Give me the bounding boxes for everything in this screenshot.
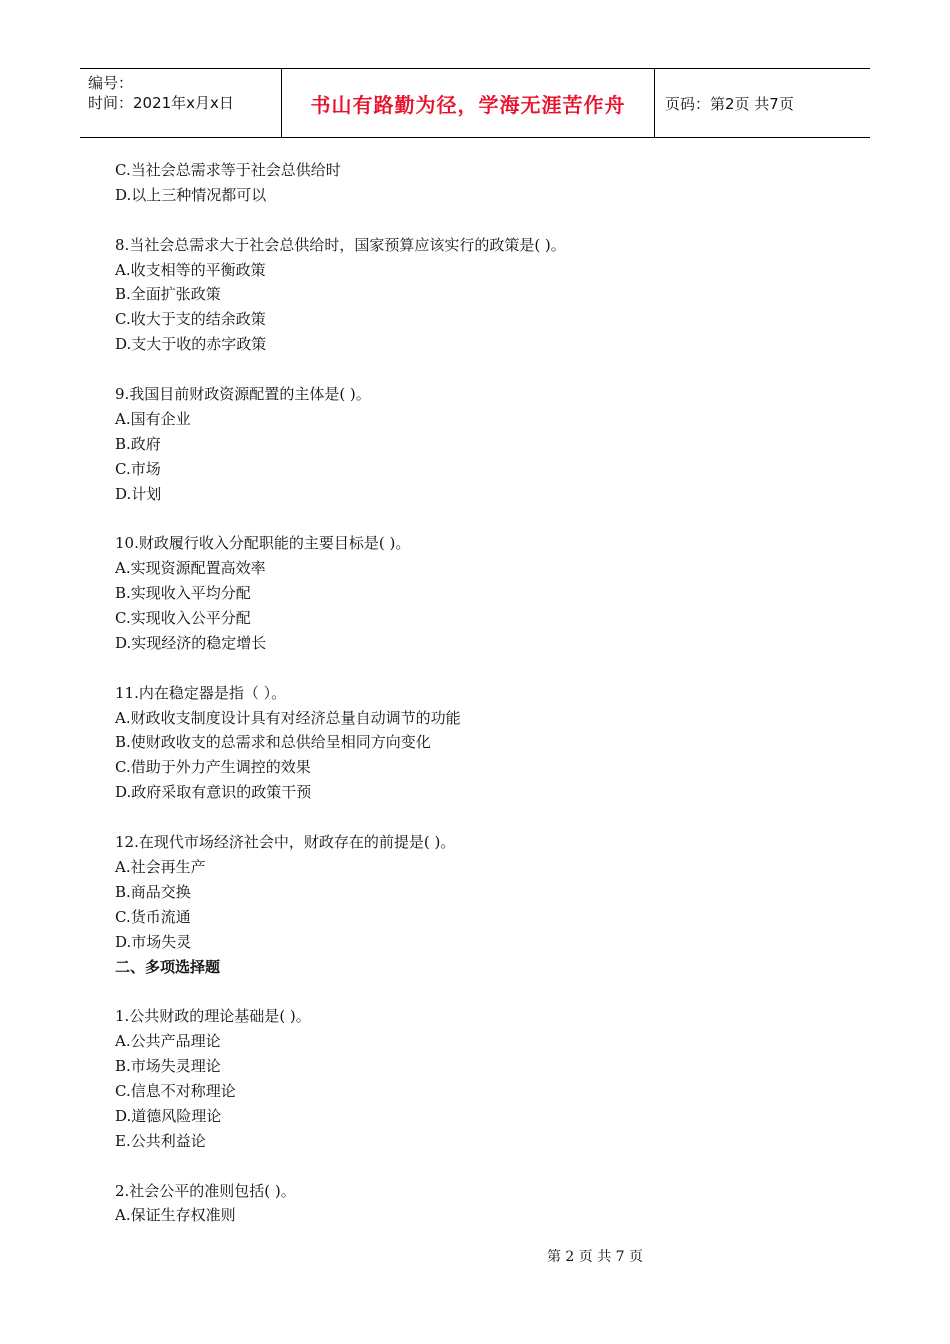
text-line: A.公共产品理论 [115, 1032, 221, 1051]
text-line: 1.公共财政的理论基础是( )。 [115, 1007, 311, 1026]
blank-line [115, 1154, 875, 1179]
text-line: D.计划 [115, 484, 162, 503]
text-line: A.保证生存权准则 [115, 1206, 236, 1225]
blank-line [115, 506, 875, 531]
text-line: B.政府 [115, 434, 161, 453]
text-line: B.市场失灵理论 [115, 1057, 221, 1076]
text-line: B.使财政收支的总需求和总供给呈相同方向变化 [115, 733, 431, 752]
text-line: C.实现收入公平分配 [115, 609, 251, 628]
text-line: B.实现收入平均分配 [115, 584, 251, 603]
header-page-number: 页码：第2页 共7页 [665, 94, 794, 113]
document-body [115, 158, 875, 1228]
text-line: D.实现经济的稳定增长 [115, 633, 267, 652]
text-line: E.公共利益论 [115, 1131, 206, 1150]
text-line: A.收支相等的平衡政策 [115, 260, 266, 279]
text-line: 12.在现代市场经济社会中，财政存在的前提是( )。 [115, 833, 456, 852]
blank-line [115, 656, 875, 681]
header-page-cell [655, 69, 870, 137]
header-meta [80, 69, 281, 137]
document-number-label: 编号： [88, 74, 134, 92]
header-motto: 书山有路勤为径，学海无涯苦作舟 [310, 92, 626, 117]
text-line: D.政府采取有意识的政策干预 [115, 783, 312, 802]
text-line: D.以上三种情况都可以 [115, 185, 267, 204]
text-line: A.实现资源配置高效率 [115, 559, 266, 578]
text-line: 9.我国目前财政资源配置的主体是( )。 [115, 385, 371, 404]
header-motto-cell [281, 69, 655, 137]
blank-line [115, 979, 875, 1004]
text-line: B.全面扩张政策 [115, 285, 221, 304]
text-line: C.信息不对称理论 [115, 1081, 236, 1100]
text-line: 10.财政履行收入分配职能的主要目标是( )。 [115, 534, 411, 553]
text-line: A.财政收支制度设计具有对经济总量自动调节的功能 [115, 708, 461, 727]
text-line: 2.社会公平的准则包括( )。 [115, 1181, 296, 1200]
document-time-label: 时间：2021年x月x日 [88, 94, 234, 112]
page-header [80, 68, 870, 138]
text-line: B.商品交换 [115, 882, 191, 901]
text-line: D.市场失灵 [115, 932, 192, 951]
text-line: 11.内在稳定器是指（ ）。 [115, 683, 287, 702]
blank-line [115, 208, 875, 233]
text-line: A.国有企业 [115, 409, 191, 428]
text-line: D.支大于收的赤字政策 [115, 335, 267, 354]
page-footer: 第 2 页 共 7 页 [546, 1249, 644, 1265]
section-heading: 二、多项选择题 [115, 957, 221, 976]
text-line: A.社会再生产 [115, 857, 206, 876]
text-line: C.市场 [115, 459, 161, 478]
text-line: C.借助于外力产生调控的效果 [115, 758, 311, 777]
text-line: 8.当社会总需求大于社会总供给时，国家预算应该实行的政策是( )。 [115, 235, 566, 254]
blank-line [115, 805, 875, 830]
text-line: C.当社会总需求等于社会总供给时 [115, 161, 341, 179]
text-line: C.收大于支的结余政策 [115, 310, 266, 329]
text-line: D.道德风险理论 [115, 1106, 222, 1125]
blank-line [115, 357, 875, 382]
text-line: C.货币流通 [115, 907, 191, 926]
